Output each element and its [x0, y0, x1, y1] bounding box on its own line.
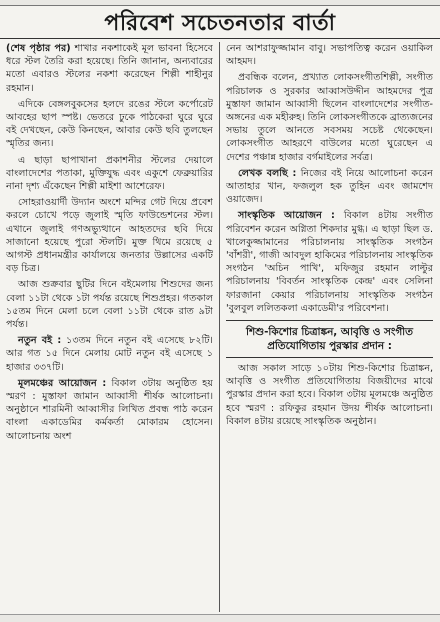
paragraph-text: বিকাল ৩টায় অনুষ্ঠিত হয় স্মরণ : মুস্তাফা জামান আব্বাসী শীর্ষক আলোচনা। অনুষ্ঠানে শারমিনী আব্বাসীর লিখিত প্রবন্ধ পাঠ করেন বাংলা একাডেমির কর্মকর্তা মোকারম হোসেন। আলোচনায় অংশ: [6, 377, 213, 442]
paragraph: আজ সকাল সাড়ে ১০টায় শিশু-কিশোর চিত্রাঙ্কন, আবৃত্তি ও সংগীত প্রতিযোগিতায় বিজয়ীদের মাঝে পুরস্কার প্রদান করা হবে। বিকাল ৩টায় মূলমঞ্চে অনুষ্ঠিত হবে স্মরণ : রফিকুর রহমান উদয় শীর্ষক আলোচনা। বিকাল ৪টায় রয়েছে সাংস্কৃতিক অনুষ্ঠান।: [226, 363, 433, 427]
subheading-main-stage: মূলমঞ্চের আয়োজন :: [18, 377, 107, 389]
paragraph-text: ১৩তম দিনে নতুন বই এসেছে ৮২টি। আর গত ১৫ দিনে মেলায় মোট নতুন বই এসেছে ১ হাজার ৩৩৭টি।: [6, 335, 213, 373]
paragraph: [6, 377, 213, 443]
paragraph: সোহরাওয়ার্দী উদ্যান অংশে মন্দির গেট দিয়ে প্রবেশ করলে চোখে পড়ে জুলাই স্মৃতি ফাউন্ডেশনের স্টল। এখানে জুলাই গণঅভ্যুত্থানে আহতদের ছবি দিয়ে সাজানো হয়েছে পুরো স্টলটি। মুক্ত থিমে রয়েছে ৫ আগস্ট প্রধানমন্ত্রীর কার্যালয়ে জনতার উল্লাসের একটি বড় চিত্র।: [6, 197, 213, 275]
paragraph: এদিকে বেঙ্গলবুকসের হলদে রঙের স্টলে কর্পোরেট আবহের ছাপ স্পষ্ট। ভেতরে ঢুকে পাঠকেরা ঘুরে ঘুরে বই দেখছেন, কেউ কিনছেন, আবার কেউ ছবি তুলছেন স্মৃতির জন্য।: [6, 98, 213, 150]
paragraph-text: শাখার নকশাকেই মূল ভাবনা হিসেবে ধরে স্টল তৈরি করা হয়েছে। তিনি জানান, অন্যবারের মতো এবারও স্টলের নকশা করেছেন শিল্পী শাহীনুর রহমান।: [6, 43, 213, 94]
paragraph: প্রবন্ধিক বলেন, প্রখ্যাত লোকসংগীতশিল্পী, সংগীত পরিচালক ও সুরকার আব্বাসউদ্দীন আহমদের পুত্র মুস্তাফা জামান আব্বাসী ছিলেন বাংলাদেশের সংগীত-অঙ্গনের এক মহীরুহ। তিনি লোকসংগীতকে ব্রাত্যজনের সভায় তুলে আনতে সবসময় সচেষ্ট থেকেছেন। লোকসংগীত আহরণে বাউলের মতো ঘুরেছেন এ দেশের পঞ্চান্ন হাজার বর্গমাইলের সর্বত্র।: [226, 72, 433, 163]
paragraph: [226, 209, 433, 315]
subheading-author-speaks: লেখক বলছি :: [238, 167, 297, 179]
subheading-cultural-program: সাংস্কৃতিক আয়োজন :: [238, 210, 335, 222]
paragraph: [6, 334, 213, 374]
paragraph: আজ শুক্রবার ছুটির দিনে বইমেলায় শিশুদের জন্য বেলা ১১টা থেকে ১টা পর্যন্ত রয়েছে শিশুপ্রহর। গতকাল ১৫তম দিনে মেলা চলে বেলা ১১টা থেকে রাত ৯টা পর্যন্ত।: [6, 279, 213, 331]
paragraph-text: বিকাল ৪টায় সংগীত পরিবেশন করেন অগ্নিতা শিকদার মুগ্ধ। এ ছাড়া ছিল ড. খালেকুজ্জামানের পরিচালনায় সাংস্কৃতিক সংগঠন 'বাঁশরী', গাজী আবদুল হাকিমের পরিচালনায় সাংস্কৃতিক সংগঠন 'অচিন পাখি', মফিজুর রহমান লাল্টুর পরিচালনায় 'বিবর্তন সাংস্কৃতিক কেন্দ্র' এবং সেলিনা ফারজানা কেয়ার পরিচালনায় সাংস্কৃতিক সংগঠন 'বুলবুল ললিতকলা একাডেমী'র পরিবেশনা।: [226, 210, 433, 314]
paragraph-text: নিজের বই নিয়ে আলোচনা করেন আতাহার খান, ফজলুল হক তুহিন এবং জামশেদ ওয়াজেদ।: [226, 167, 433, 206]
paragraph: নেন আশরাফুজ্জামান বাবু। সভাপতিত্ব করেন ওয়াকিল আহমদ।: [226, 43, 433, 68]
top-cut-edge: [0, 0, 440, 6]
paragraph: [6, 42, 213, 95]
paragraph: [226, 167, 433, 207]
article-column-right: [226, 42, 433, 614]
subheading-new-books: নতুন বই :: [18, 335, 62, 347]
article-column-left: [6, 42, 213, 614]
column-divider: [219, 42, 220, 612]
boxed-subheading: শিশু-কিশোর চিত্রাঙ্কন, আবৃত্তি ও সংগীত প্রতিযোগিতায় পুরস্কার প্রদান :: [226, 320, 433, 358]
article-headline: পরিবেশ সচেতনতার বার্তা: [0, 8, 440, 39]
paragraph: এ ছাড়া ছাপাখানা প্রকাশনীর স্টলের দেয়ালে বাংলাদেশের পতাকা, মুক্তিযুদ্ধ এবং একুশে ফেব্রুয়ারির নানা দৃশ্য এঁকেছেন শিল্পী মাইশা আশেরেফ।: [6, 154, 213, 193]
continuation-label: (শেষ পৃষ্ঠার পর): [6, 43, 71, 54]
